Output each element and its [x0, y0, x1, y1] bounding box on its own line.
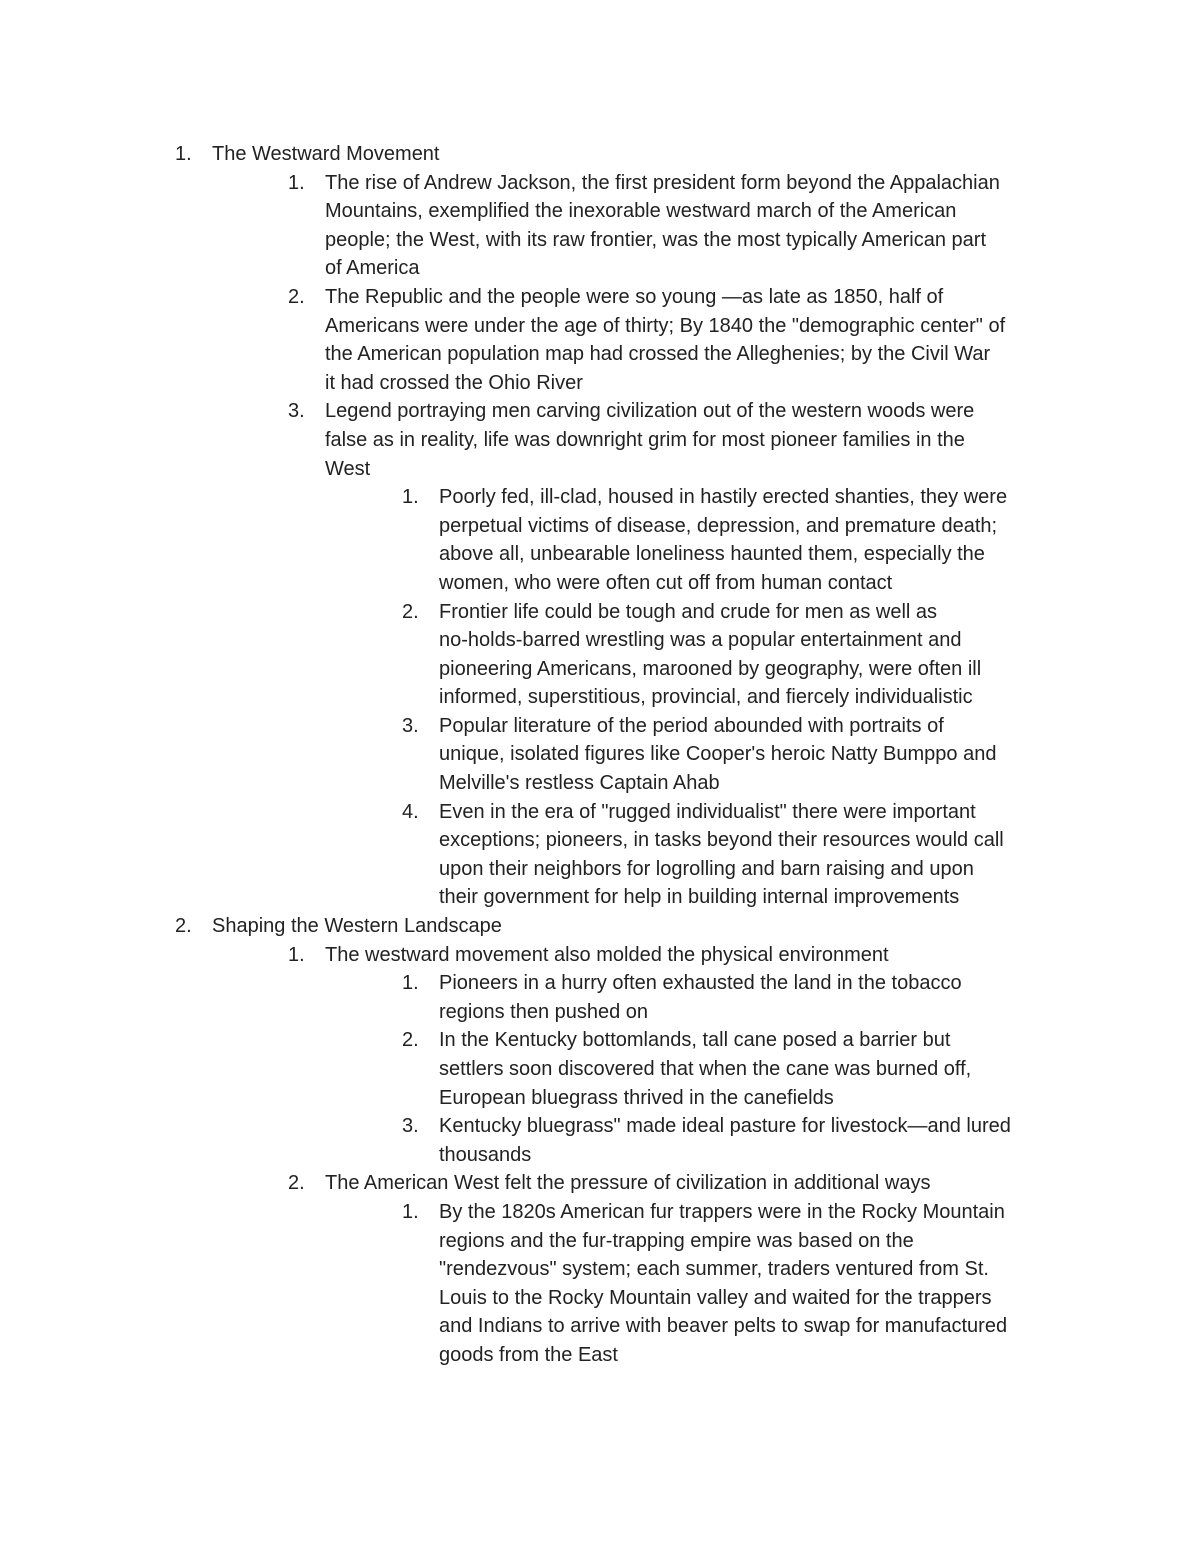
section-title: Shaping the Western Landscape: [212, 915, 502, 938]
section-2: [0, 912, 1200, 941]
section-number: 2.: [175, 915, 192, 938]
item-2-1: [0, 941, 1200, 970]
item-1-1: [0, 169, 1200, 283]
text-line: and Indians to arrive with beaver pelts to swap for manufactured: [439, 1315, 1008, 1338]
text-line: settlers soon discovered that when the cane was burned off,: [439, 1058, 972, 1080]
subitem-2-1-3: [0, 1112, 1200, 1169]
subitem-2-2-1: [0, 1198, 1200, 1370]
subitem-text: [439, 712, 1069, 798]
subitem-number: 3.: [402, 714, 419, 737]
text-line: European bluegrass thrived in the canefields: [439, 1086, 834, 1109]
item-number: 2.: [288, 285, 305, 308]
text-line: Frontier life could be tough and crude for men as well as: [439, 600, 938, 623]
text-line: The westward movement also molded the physical environment: [325, 943, 889, 966]
text-line: the American population map had crossed the Alleghenies; by the Civil War: [325, 343, 991, 366]
item-1-3: [0, 397, 1200, 483]
subitem-number: 1.: [402, 486, 419, 509]
item-1-2: [0, 283, 1200, 397]
item-text: [325, 283, 1070, 397]
text-line: "rendezvous" system; each summer, traders ventured from St.: [439, 1258, 989, 1281]
item-number: 1.: [288, 171, 305, 194]
item-number: 1.: [288, 943, 305, 966]
subitem-text: [439, 1198, 1069, 1370]
subitem-2-1-2: [0, 1026, 1200, 1112]
text-line: Mountains, exemplified the inexorable westward march of the American: [325, 200, 957, 223]
subitem-number: 3.: [402, 1115, 419, 1138]
text-line: Kentucky bluegrass" made ideal pasture for livestock—and lured: [439, 1115, 1011, 1138]
item-text: [325, 169, 1070, 283]
text-line: their government for help in building internal improvements: [439, 886, 960, 909]
subitem-text: [439, 598, 1069, 712]
subitem-text: [439, 483, 1069, 597]
subitem-text: [439, 969, 1069, 1026]
text-line: Americans were under the age of thirty; By 1840 the "demographic center" of: [325, 314, 1006, 337]
subitem-1-3-4: [0, 798, 1200, 912]
item-number: 3.: [288, 400, 305, 423]
text-line: goods from the East: [439, 1343, 618, 1366]
subitem-number: 1.: [402, 972, 419, 995]
text-line: The rise of Andrew Jackson, the first president form beyond the Appalachian: [325, 171, 1000, 194]
item-text: [325, 1169, 1070, 1198]
text-line: The Republic and the people were so young —as late as 1850, half of: [325, 285, 944, 308]
text-line: pioneering Americans, marooned by geography, were often ill: [439, 657, 982, 680]
text-line: women, who were often cut off from human contact: [439, 571, 893, 594]
text-line: The American West felt the pressure of civilization in additional ways: [325, 1172, 931, 1195]
subitem-text: [439, 798, 1069, 912]
text-line: Even in the era of "rugged individualist" there were important: [439, 800, 976, 823]
item-2-2: [0, 1169, 1200, 1198]
text-line: Louis to the Rocky Mountain valley and waited for the trappers: [439, 1286, 992, 1309]
text-line: Melville's restless Captain Ahab: [439, 772, 720, 795]
section-title: The Westward Movement: [212, 143, 440, 165]
text-line: perpetual victims of disease, depression, and premature death;: [439, 514, 998, 537]
section-1: [0, 140, 1200, 169]
subitem-2-1-1: [0, 969, 1200, 1026]
text-line: Popular literature of the period abounded with portraits of: [439, 714, 944, 737]
text-line: Pioneers in a hurry often exhausted the land in the tobacco: [439, 972, 962, 995]
item-text: [325, 397, 1070, 483]
subitem-1-3-1: [0, 483, 1200, 597]
text-line: it had crossed the Ohio River: [325, 371, 583, 394]
text-line: informed, superstitious, provincial, and fiercely individualistic: [439, 686, 973, 709]
text-line: West: [325, 457, 371, 480]
text-line: Poorly fed, ill-clad, housed in hastily erected shanties, they were: [439, 486, 1008, 509]
text-line: exceptions; pioneers, in tasks beyond their resources would call: [439, 829, 1004, 852]
text-line: thousands: [439, 1143, 532, 1166]
subitem-number: 2.: [402, 1029, 419, 1052]
text-line: regions and the fur-trapping empire was based on the: [439, 1229, 914, 1252]
text-line: of America: [325, 257, 420, 280]
subitem-text: [439, 1112, 1069, 1169]
text-line: upon their neighbors for logrolling and barn raising and upon: [439, 857, 974, 880]
text-line: In the Kentucky bottomlands, tall cane posed a barrier but: [439, 1029, 951, 1052]
text-line: false as in reality, life was downright grim for most pioneer families in the: [325, 428, 965, 451]
subitem-number: 1.: [402, 1200, 419, 1223]
text-line: above all, unbearable loneliness haunted them, especially the: [439, 543, 985, 566]
text-line: Legend portraying men carving civilization out of the western woods were: [325, 400, 975, 423]
subitem-number: 2.: [402, 600, 419, 623]
outline-list: [0, 140, 1200, 1370]
section-number: 1.: [175, 143, 192, 165]
subitem-text: [439, 1026, 1069, 1112]
subitem-1-3-3: [0, 712, 1200, 798]
subitem-number: 4.: [402, 800, 419, 823]
text-line: regions then pushed on: [439, 1000, 649, 1023]
subitem-1-3-2: [0, 598, 1200, 712]
text-line: unique, isolated figures like Cooper's heroic Natty Bumppo and: [439, 743, 997, 766]
text-line: no-holds-barred wrestling was a popular entertainment and: [439, 629, 962, 652]
text-line: By the 1820s American fur trappers were in the Rocky Mountain: [439, 1200, 1005, 1223]
text-line: people; the West, with its raw frontier, was the most typically American part: [325, 228, 987, 251]
item-number: 2.: [288, 1172, 305, 1195]
item-text: [325, 941, 1070, 970]
